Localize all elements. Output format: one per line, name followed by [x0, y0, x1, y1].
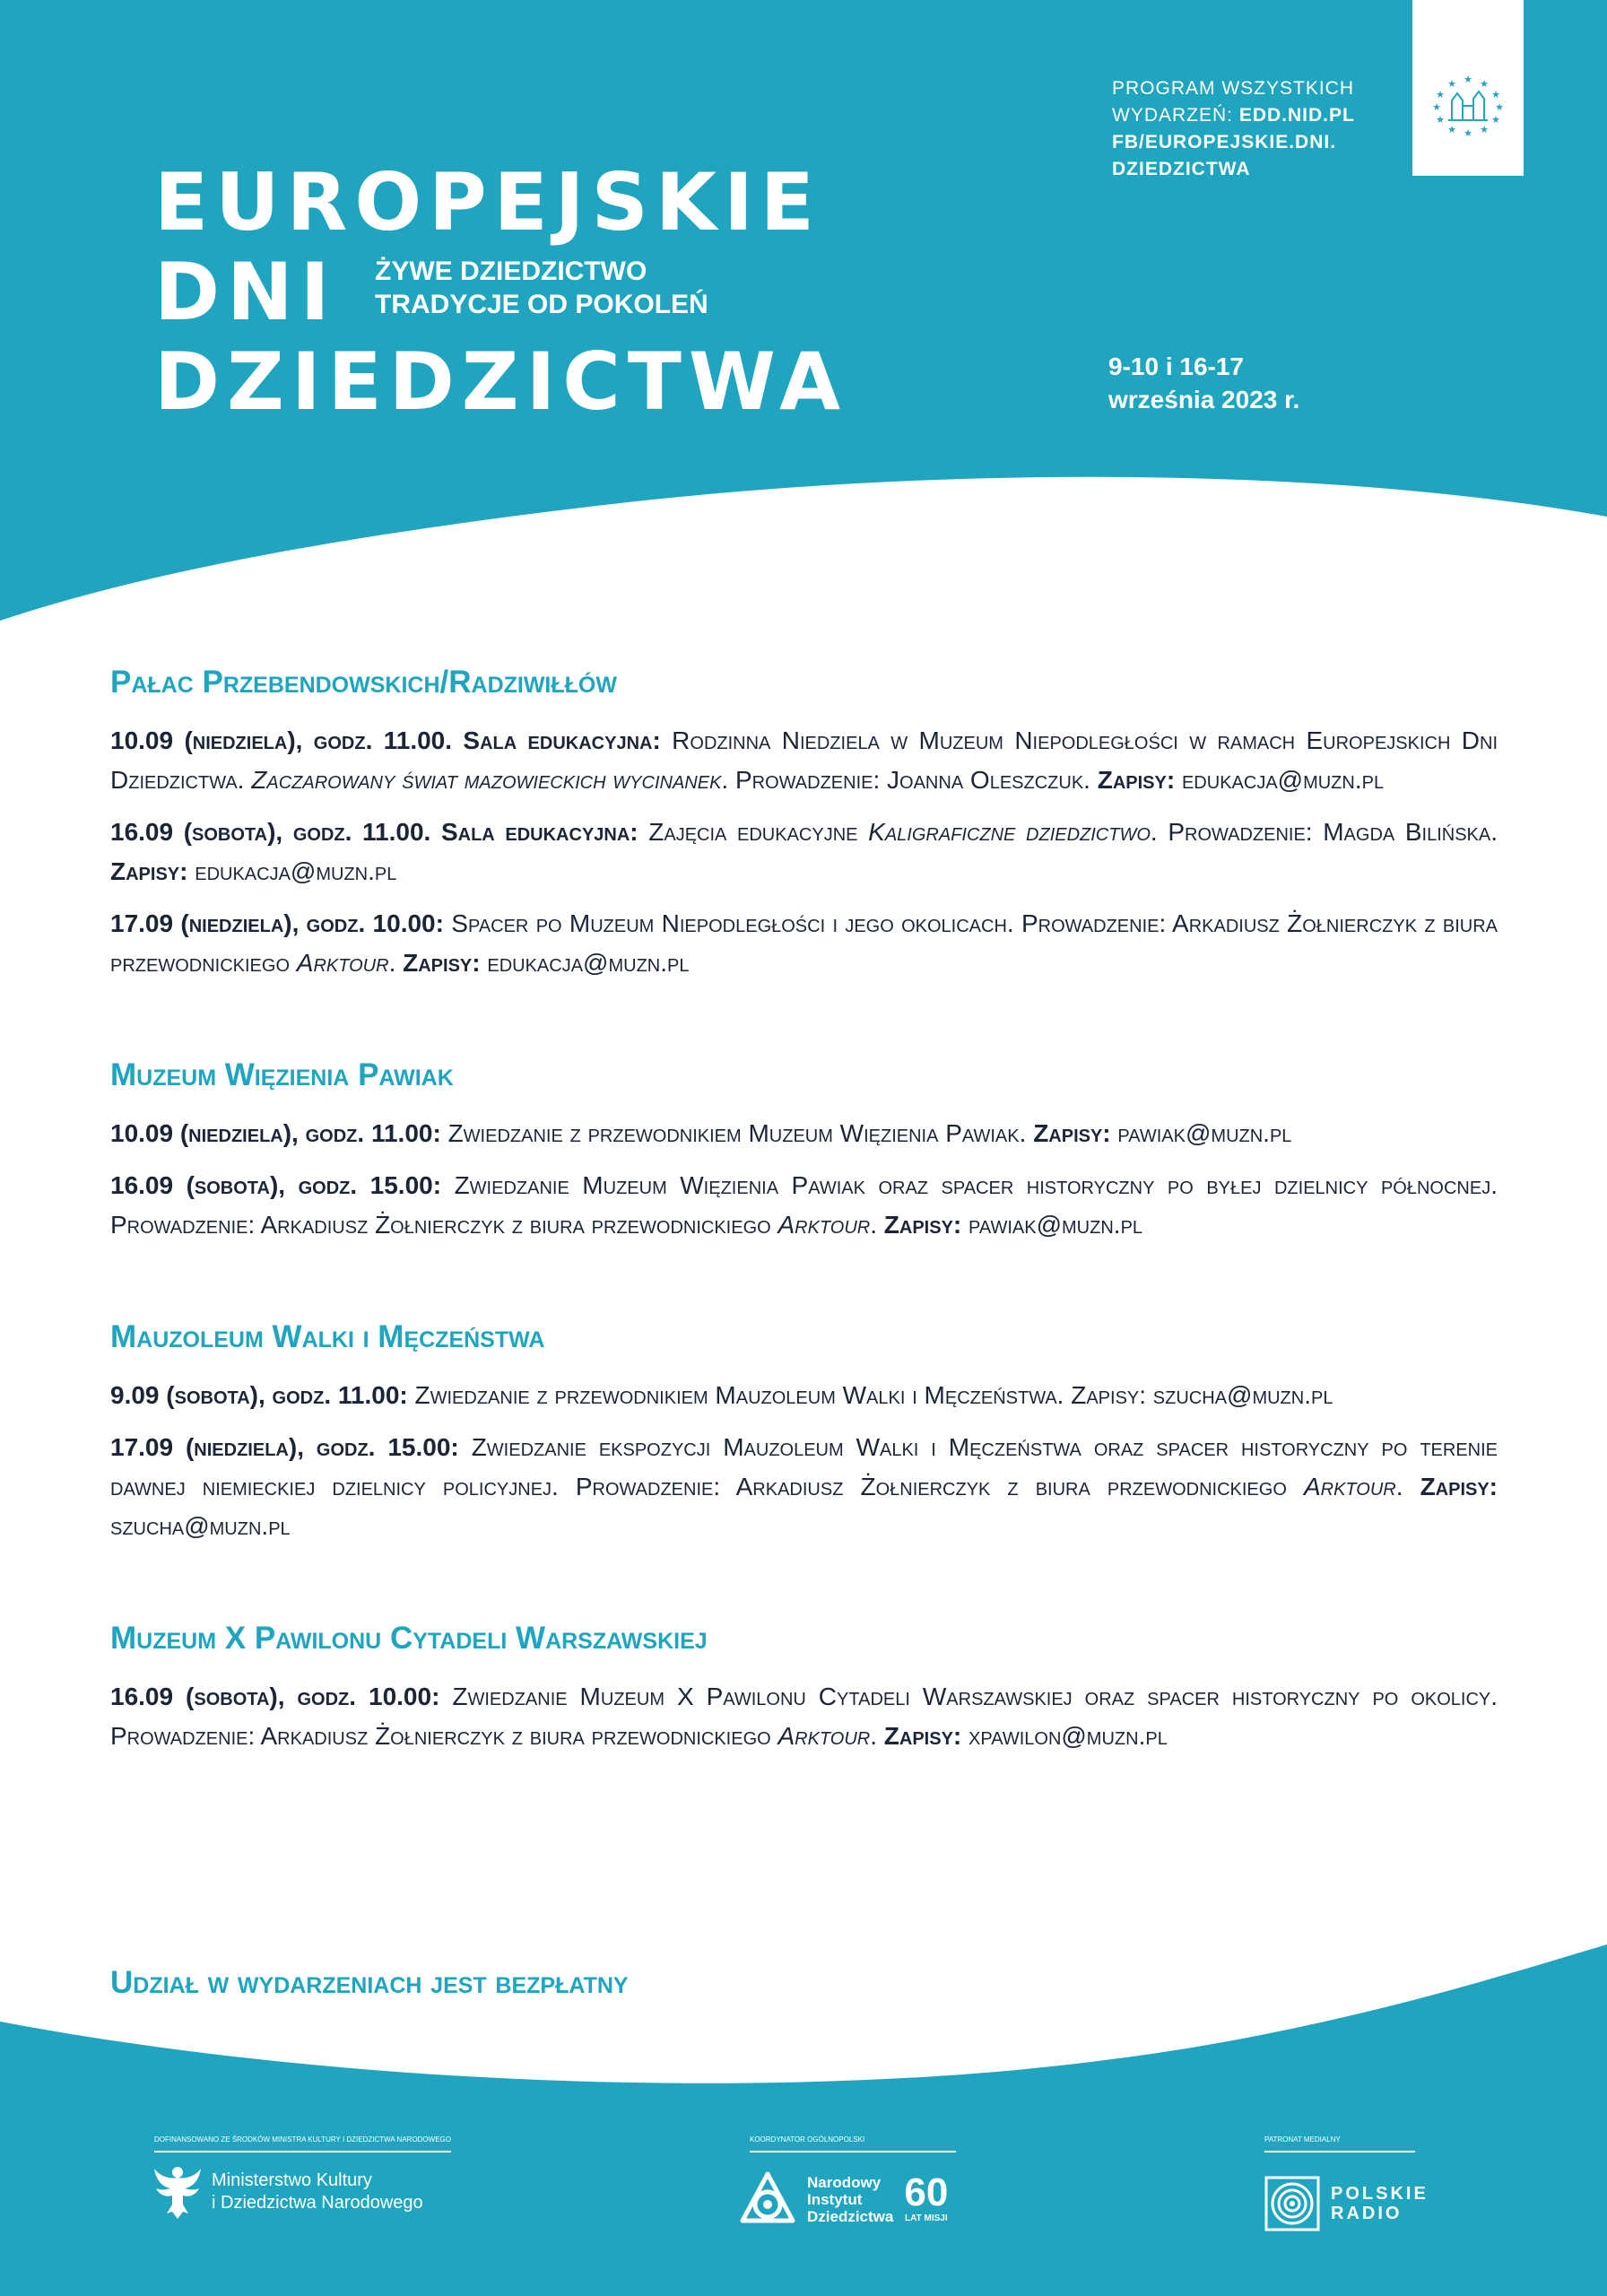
section	[110, 1618, 1498, 1756]
svg-text:★: ★	[1480, 124, 1489, 135]
event-date: 10.09 (niedziela), godz. 11.00.	[110, 726, 453, 754]
svg-text:★: ★	[1464, 127, 1472, 136]
event-description-tail: .	[1395, 1473, 1403, 1500]
title-line-3: DZIEDZICTWA	[154, 335, 848, 428]
program-link[interactable]: EDD.NID.PL	[1238, 105, 1355, 126]
ministry-name-line-2: i Dziedzictwa Narodowego	[212, 2193, 423, 2213]
event-description: Zwiedzanie z przewodnikiem Mauzoleum Walki i Męczeństwa. Zapisy: szucha@muzn.pl	[414, 1381, 1333, 1409]
event-date: 17.09 (niedziela), godz. 10.00:	[110, 909, 444, 937]
registration-email[interactable]: edukacja@muzn.pl	[1181, 766, 1385, 794]
zapisy-label: Zapisy:	[110, 857, 188, 885]
registration-email[interactable]: edukacja@muzn.pl	[487, 949, 690, 977]
subtitle-line-1: ŻYWE DZIEDZICTWO	[375, 257, 647, 286]
event-date: 16.09 (sobota), godz. 10.00:	[110, 1683, 440, 1710]
zapisy-label: Zapisy:	[883, 1211, 962, 1239]
event-description: Zwiedzanie Muzeum X Pawilonu Cytadeli Warszawskiej oraz spacer historyczny po okolicy. Prowadzenie: Arkadiusz Żołnierczyk z biura przewodnickiego	[110, 1683, 1498, 1750]
event-location: Sala edukacyjna:	[463, 726, 661, 754]
polskie-radio-logo	[1264, 2176, 1429, 2231]
date-line-1: 9-10 i 16-17	[1108, 352, 1244, 380]
event-entry	[110, 1114, 1498, 1153]
coordinator-label: KOORDYNATOR OGÓLNOPOLSKI	[750, 2135, 956, 2152]
info-line-2-prefix: WYDARZEŃ:	[1112, 105, 1239, 126]
event-entry	[110, 1428, 1498, 1546]
media-label: PATRONAT MEDIALNY	[1264, 2135, 1415, 2152]
nid-triangle-icon	[737, 2169, 798, 2230]
section	[110, 662, 1498, 983]
title-line-2: DNI	[154, 246, 337, 338]
event-description: Zwiedzanie ekspozycji Mauzoleum Walki i Męczeństwa oraz spacer historyczny po terenie dawnej niemieckiej dzielnicy policyjnej. Prowadzenie: Arkadiusz Żołnierczyk z biura przewodnickiego	[110, 1433, 1498, 1500]
svg-text:★: ★	[1432, 101, 1441, 113]
nid-name-line-2: Instytut	[807, 2190, 863, 2208]
section-title: Muzeum Więzienia Pawiak	[110, 1057, 454, 1092]
event-description-tail: .	[870, 1722, 878, 1750]
event-location: Sala edukacyjna:	[440, 818, 638, 846]
svg-text:★: ★	[1447, 78, 1456, 90]
info-line-4-wrap	[1112, 156, 1355, 183]
svg-text:★: ★	[1447, 124, 1456, 135]
nid-name	[807, 2174, 893, 2225]
zapisy-label: Zapisy:	[1097, 766, 1176, 794]
free-admission-note: Udział w wydarzeniach jest bezpłatny	[110, 1965, 629, 2000]
section-title: Muzeum X Pawilonu Cytadeli Warszawskiej	[110, 1621, 708, 1656]
info-line-1: PROGRAM WSZYSTKICH	[1112, 78, 1355, 99]
event-date: 17.09 (niedziela), godz. 15.00:	[110, 1433, 459, 1461]
subtitle-line-2: TRADYCJE OD POKOLEŃ	[375, 290, 708, 319]
section	[110, 1055, 1498, 1245]
event-date: 16.09 (sobota), godz. 15.00:	[110, 1171, 442, 1199]
info-line-3: FB/EUROPEJSKIE.DNI.	[1112, 132, 1337, 152]
date-line-2: września 2023 r.	[1108, 386, 1300, 413]
nid-years: 60	[904, 2170, 949, 2214]
registration-email[interactable]: edukacja@muzn.pl	[195, 857, 397, 885]
info-line-4: DZIEDZICTWA	[1112, 159, 1251, 179]
edd-logo	[1412, 0, 1524, 176]
polish-eagle-icon	[152, 2163, 203, 2221]
section	[110, 1317, 1498, 1546]
event-date: 10.09 (niedziela), godz. 11.00:	[110, 1119, 441, 1147]
ministry-name-line-1: Ministerstwo Kultury	[212, 2170, 372, 2190]
radio-name-line-2: RADIO	[1331, 2204, 1403, 2223]
event-description-tail: . Prowadzenie: Magda Bilińska.	[1150, 818, 1498, 846]
svg-text:★: ★	[1436, 114, 1445, 126]
title-line-1: EUROPEJSKIE	[154, 156, 821, 248]
event-entry	[110, 813, 1498, 891]
svg-text:★: ★	[1491, 89, 1500, 100]
event-description: Zajęcia edukacyjne	[648, 818, 858, 846]
program-content	[110, 662, 1498, 1828]
facebook-link[interactable]	[1112, 129, 1355, 156]
svg-text:★: ★	[1436, 89, 1445, 100]
event-date: 16.09 (sobota), godz. 11.00.	[110, 818, 431, 846]
registration-email[interactable]: pawiak@muzn.pl	[969, 1211, 1143, 1239]
ministry-logo	[152, 2163, 423, 2221]
section-title: Mauzoleum Walki i Męczeństwa	[110, 1319, 545, 1354]
radio-name-line-1: POLSKIE	[1331, 2184, 1429, 2204]
nid-anniversary	[904, 2170, 949, 2225]
event-entry	[110, 1677, 1498, 1756]
event-description: Rodzinna Niedziela w Muzeum Niepodległości w ramach Europejskich Dni Dziedzictwa.	[110, 726, 1498, 794]
event-description: Spacer po Muzeum Niepodległości i jego okolicach. Prowadzenie: Arkadiusz Żołnierczyk z biura przewodnickiego	[110, 909, 1498, 977]
zapisy-label: Zapisy:	[883, 1722, 962, 1750]
event-subtitle	[375, 255, 708, 321]
event-title-italic: Arktour	[777, 1722, 871, 1750]
radio-name	[1331, 2184, 1429, 2223]
event-dates	[1108, 350, 1299, 416]
event-entry	[110, 1166, 1498, 1245]
nid-name-line-3: Dziedzictwa	[807, 2207, 894, 2225]
event-description-tail: . Prowadzenie: Joanna Oleszczuk.	[721, 766, 1090, 794]
zapisy-label: Zapisy:	[403, 949, 481, 977]
svg-text:★: ★	[1495, 101, 1504, 113]
event-date: 9.09 (sobota), godz. 11.00:	[110, 1381, 408, 1409]
event-title-italic: Arktour	[777, 1211, 871, 1239]
info-line-2	[1112, 102, 1355, 129]
event-entry	[110, 1376, 1498, 1415]
funding-label: DOFINANSOWANO ZE ŚRODKÓW MINISTRA KULTURY I DZIEDZICTWA NARODOWEGO	[154, 2135, 451, 2152]
section-title: Pałac Przebendowskich/Radziwiłłów	[110, 665, 617, 700]
event-entry	[110, 721, 1498, 800]
event-description-tail: .	[388, 949, 396, 977]
event-entry	[110, 904, 1498, 983]
program-info	[1112, 75, 1355, 183]
nid-logo	[737, 2169, 948, 2230]
zapisy-label: Zapisy:	[1420, 1473, 1498, 1500]
nid-name-line-1: Narodowy	[807, 2173, 882, 2191]
event-title-italic: Zaczarowany świat mazowieckich wycinanek	[251, 766, 722, 794]
registration-email[interactable]: szucha@muzn.pl	[110, 1512, 291, 1540]
event-description: Zwiedzanie z przewodnikiem Muzeum Więzienia Pawiak.	[447, 1119, 1027, 1147]
registration-email[interactable]: pawiak@muzn.pl	[1117, 1119, 1292, 1147]
event-title-italic: Arktour	[296, 949, 389, 977]
event-description-tail: .	[870, 1211, 878, 1239]
event-description: Zwiedzanie Muzeum Więzienia Pawiak oraz spacer historyczny po byłej dzielnicy północnej. Prowadzenie: Arkadiusz Żołnierczyk z biura przewodnickiego	[110, 1171, 1498, 1239]
registration-email[interactable]: xpawilon@muzn.pl	[969, 1722, 1168, 1750]
svg-text:★: ★	[1480, 78, 1489, 90]
event-title-italic: Kaligraficzne dziedzictwo	[868, 818, 1151, 846]
edd-stars-castle-logo-icon	[1421, 74, 1515, 136]
zapisy-label: Zapisy:	[1033, 1119, 1111, 1147]
svg-text:★: ★	[1491, 114, 1500, 126]
svg-text:★: ★	[1464, 74, 1472, 85]
nid-years-caption: LAT MISJI	[905, 2213, 948, 2223]
ministry-name	[212, 2170, 423, 2214]
event-title-italic: Arktour	[1303, 1473, 1396, 1500]
radio-waves-icon	[1264, 2176, 1320, 2231]
